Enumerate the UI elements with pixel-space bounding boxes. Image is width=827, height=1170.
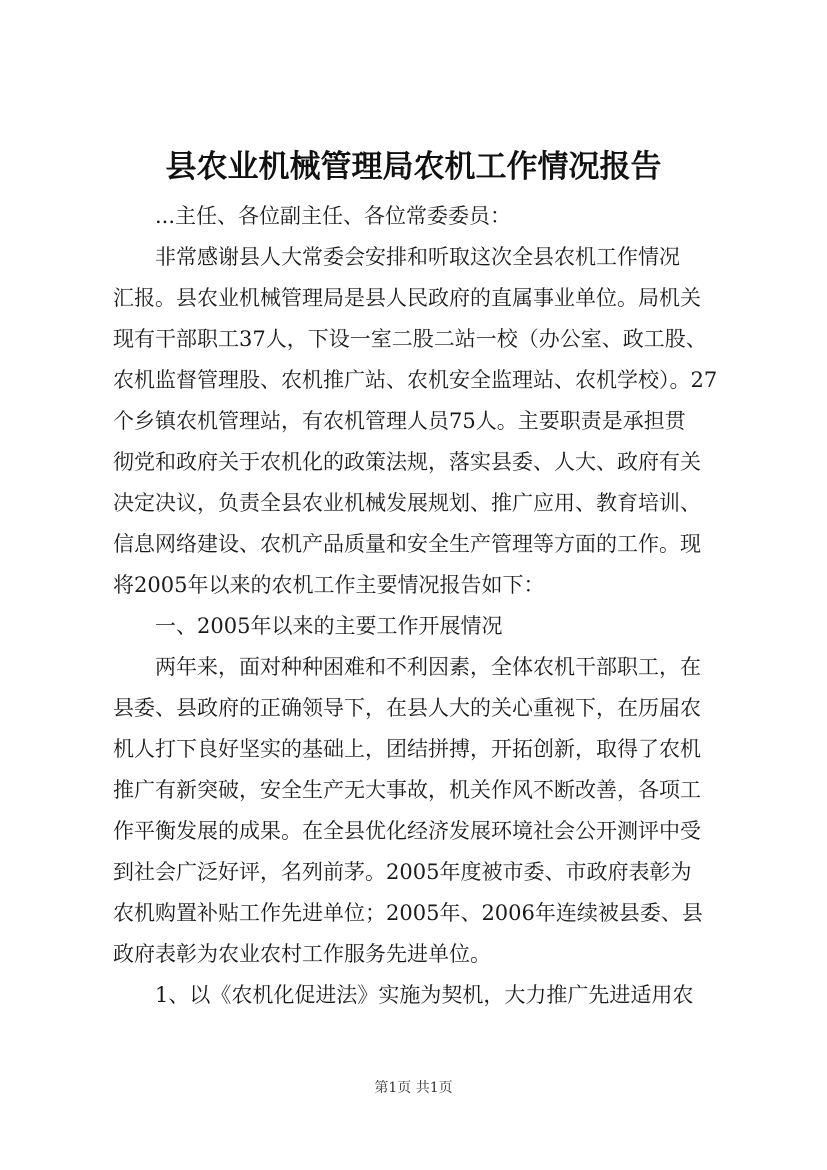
document-title: 县农业机械管理局农机工作情况报告 <box>165 149 662 185</box>
text-line: 个乡镇农机管理站，有农机管理人员75人。主要职责是承担贯 <box>113 409 686 433</box>
document-body <box>113 196 743 1016</box>
text-line: 两年来，面对种种困难和不利因素，全体农机干部职工，在 <box>155 655 701 679</box>
text-line: 非常感谢县人大常委会安排和听取这次全县农机工作情况 <box>155 245 680 269</box>
text-line: 到社会广泛好评，名列前茅。2005年度被市委、市政府表彰为 <box>113 860 692 884</box>
text-line: 将2005年以来的农机工作主要情况报告如下： <box>113 573 545 597</box>
text-line: 1、以《农机化促进法》实施为契机，大力推广先进适用农 <box>155 983 694 1007</box>
text-line: 农机监督管理股、农机推广站、农机安全监理站、农机学校）。27 <box>113 368 718 392</box>
text-line: ...主任、各位副主任、各位常委委员： <box>155 204 512 228</box>
text-line: 汇报。县农业机械管理局是县人民政府的直属事业单位。局机关 <box>113 286 701 310</box>
text-line: 彻党和政府关于农机化的政策法规，落实县委、人大、政府有关 <box>113 450 701 474</box>
page-footer: 第1页 共1页 <box>374 1080 453 1096</box>
text-line: 县委、县政府的正确领导下，在县人大的关心重视下，在历届农 <box>113 696 701 720</box>
text-line: 机人打下良好坚实的基础上，团结拼搏，开拓创新，取得了农机 <box>113 737 701 761</box>
text-line: 推广有新突破，安全生产无大事故，机关作风不断改善，各项工 <box>113 778 701 802</box>
text-line: 现有干部职工37人，下设一室二股二站一校（办公室、政工股、 <box>113 327 707 351</box>
text-line: 政府表彰为农业农村工作服务先进单位。 <box>113 942 491 966</box>
text-line: 农机购置补贴工作先进单位；2005年、2006年连续被县委、县 <box>113 901 703 925</box>
text-line: 作平衡发展的成果。在全县优化经济发展环境社会公开测评中受 <box>113 819 701 843</box>
text-line: 决定决议，负责全县农业机械发展规划、推广应用、教育培训、 <box>113 491 701 515</box>
text-line: 信息网络建设、农机产品质量和安全生产管理等方面的工作。现 <box>113 532 701 556</box>
text-line: 一、2005年以来的主要工作开展情况 <box>155 614 503 638</box>
